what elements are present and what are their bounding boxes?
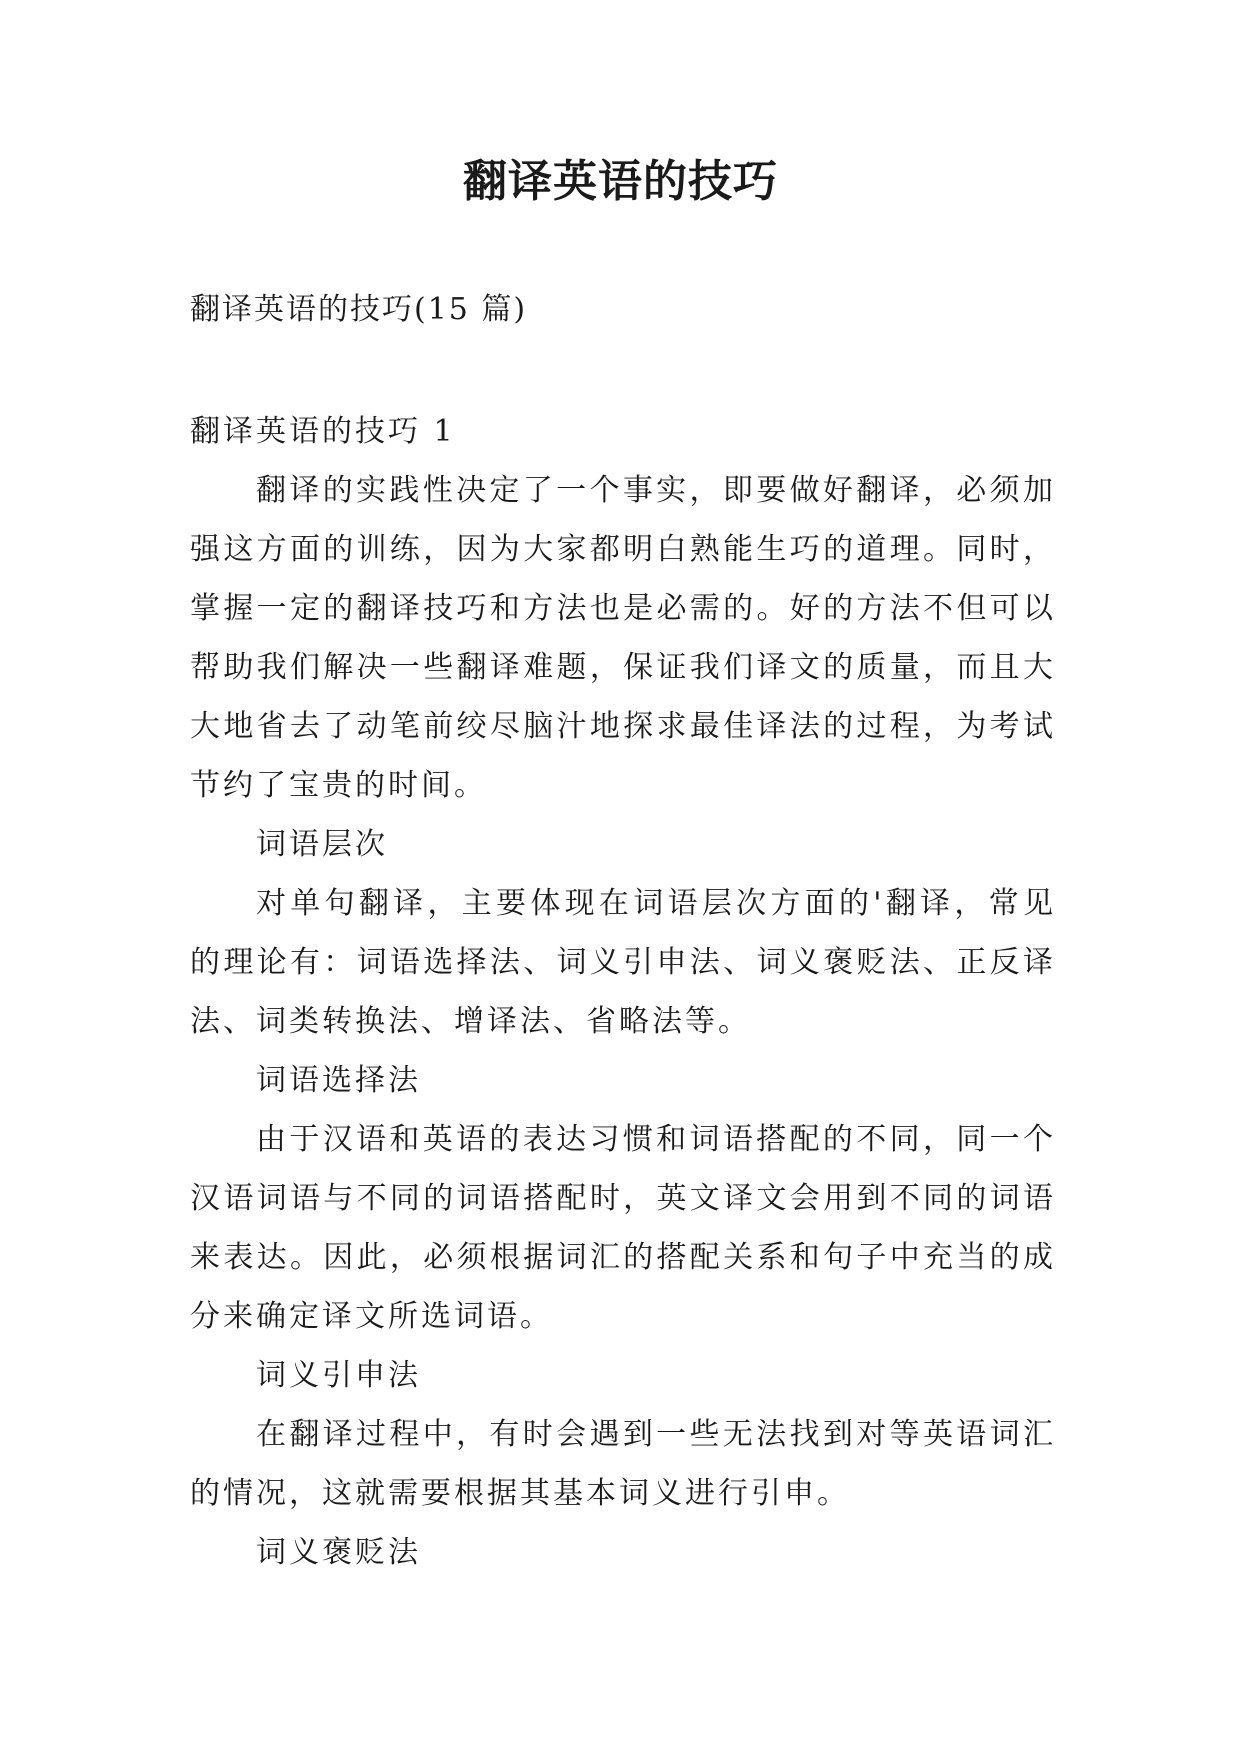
paragraph-word-level: 对单句翻译，主要体现在词语层次方面的'翻译，常见的理论有：词语选择法、词义引申法、词义褒贬法、正反译法、词类转换法、增译法、省略法等。: [190, 886, 1056, 1039]
document-subtitle: 翻译英语的技巧(15 篇): [190, 292, 528, 327]
paragraph-meaning-extension: 在翻译过程中，有时会遇到一些无法找到对等英语词汇的情况，这就需要根据其基本词义进行引申。: [190, 1417, 1056, 1511]
heading-commendatory-derogatory: 词义褒贬法: [256, 1535, 421, 1570]
heading-meaning-extension: 词义引申法: [256, 1358, 421, 1393]
heading-word-level: 词语层次: [256, 827, 388, 862]
section-title: 翻译英语的技巧 1: [190, 414, 456, 449]
document-title: 翻译英语的技巧: [463, 156, 778, 207]
heading-word-selection: 词语选择法: [256, 1063, 421, 1098]
paragraph-intro: 翻译的实践性决定了一个事实，即要做好翻译，必须加强这方面的训练，因为大家都明白熟能生巧的道理。同时，掌握一定的翻译技巧和方法也是必需的。好的方法不但可以帮助我们解决一些翻译难题，保证我们译文的质量，而且大大地省去了动笔前绞尽脑汁地探求最佳译法的过程，为考试节约了宝贵的时间。: [190, 473, 1056, 803]
document-body: [190, 402, 1056, 1582]
paragraph-word-selection: 由于汉语和英语的表达习惯和词语搭配的不同，同一个汉语词语与不同的词语搭配时，英文译文会用到不同的词语来表达。因此，必须根据词汇的搭配关系和句子中充当的成分来确定译文所选词语。: [190, 1122, 1056, 1334]
